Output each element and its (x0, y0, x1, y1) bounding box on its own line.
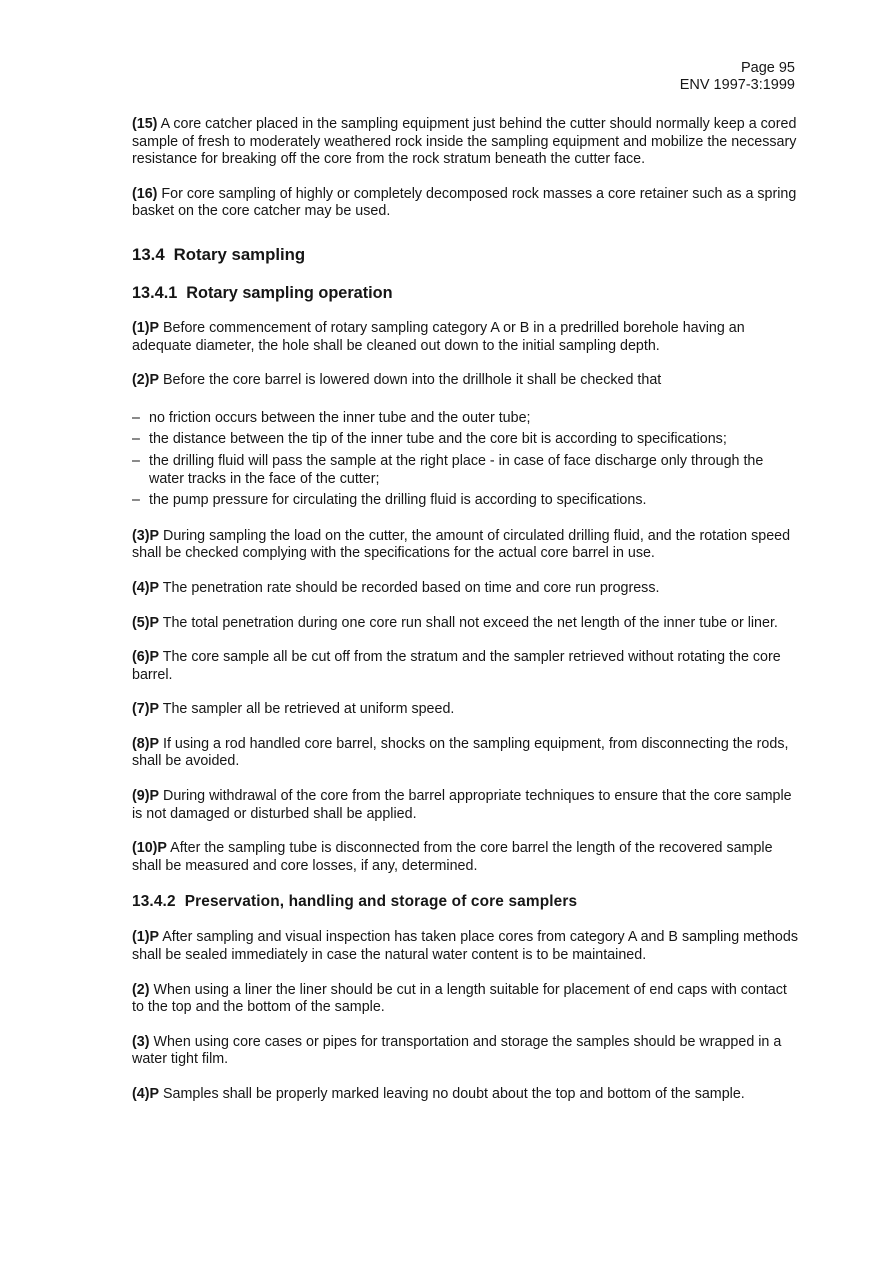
paragraph-2-storage (132, 982, 800, 1017)
paragraph-15 (132, 116, 800, 169)
paragraph-number: (2)P (132, 372, 160, 389)
check-list (132, 410, 800, 510)
page-number: Page 95 (740, 60, 795, 76)
list-item (132, 492, 800, 510)
paragraph-number: (8)P (132, 735, 160, 752)
section-title: Rotary sampling operation (186, 283, 393, 302)
paragraph-number: (16) (132, 185, 158, 202)
paragraph-3p (132, 528, 800, 563)
paragraph-text: During sampling the load on the cutter, the amount of circulated drilling fluid, and the rotation speed shall be checked complying with the specifications for the actual core barrel in use. (132, 527, 791, 562)
paragraph-number: (3)P (132, 527, 160, 544)
paragraph-5p (132, 615, 800, 633)
section-number: 13.4 (132, 244, 165, 264)
paragraph-text: After the sampling tube is disconnected from the core barrel the length of the recovered sample shall be measured and core losses, if any, determined. (132, 840, 773, 874)
paragraph-number: (5)P (132, 614, 160, 631)
list-item (132, 410, 800, 428)
list-item-text: the distance between the tip of the inner tube and the core bit is according to specifications; (149, 431, 727, 448)
list-item-text: no friction occurs between the inner tube and the outer tube; (149, 409, 531, 426)
page-content (132, 116, 800, 1121)
section-title: Preservation, handling and storage of core samplers (184, 893, 578, 911)
section-number: 13.4.1 (132, 283, 178, 302)
paragraph-16 (132, 186, 800, 221)
paragraph-number: (1)P (132, 319, 160, 336)
list-item (132, 431, 800, 449)
paragraph-text: During withdrawal of the core from the barrel appropriate techniques to ensure that the core sample is not damaged or disturbed shall be applied. (132, 788, 792, 822)
paragraph-4p-storage (132, 1086, 800, 1104)
paragraph-text: Before the core barrel is lowered down into the drillhole it shall be checked that (159, 372, 662, 389)
dash-bullet: – (132, 409, 140, 426)
paragraph-8p (132, 736, 800, 771)
paragraph-text: Before commencement of rotary sampling category A or B in a predrilled borehole having an adequate diameter, the hole shall be cleaned out down to the initial sampling depth. (132, 319, 745, 354)
paragraph-number: (3) (132, 1033, 150, 1050)
paragraph-3-storage (132, 1034, 800, 1069)
section-heading-13-4-2 (132, 892, 800, 912)
paragraph-1p (132, 320, 800, 355)
paragraph-7p (132, 701, 800, 719)
paragraph-2p (132, 372, 800, 390)
paragraph-number: (2) (132, 981, 150, 998)
paragraph-text: The total penetration during one core run shall not exceed the net length of the inner tube or liner. (159, 614, 778, 631)
section-title: Rotary sampling (173, 244, 306, 264)
document-code: ENV 1997-3:1999 (679, 77, 795, 93)
paragraph-text: When using a liner the liner should be cut in a length suitable for placement of end caps with contact to the top and the bottom of the sample. (132, 981, 787, 1016)
section-heading-13-4-1 (132, 283, 800, 303)
paragraph-text: The penetration rate should be recorded based on time and core run progress. (159, 579, 660, 596)
paragraph-text: After sampling and visual inspection has taken place cores from category A and B sampling methods shall be sealed immediately in case the natural water content is to be maintained. (132, 929, 798, 964)
paragraph-number: (4)P (132, 1086, 160, 1102)
paragraph-number: (4)P (132, 579, 160, 596)
section-number: 13.4.2 (132, 893, 176, 911)
list-item-text: the pump pressure for circulating the drilling fluid is according to specifications. (149, 492, 647, 509)
section-heading-13-4 (132, 245, 800, 265)
paragraph-number: (10)P (132, 840, 167, 857)
paragraph-text: Samples shall be properly marked leaving no doubt about the top and bottom of the sample. (159, 1086, 745, 1102)
list-item (132, 453, 800, 488)
dash-bullet: – (132, 452, 140, 469)
paragraph-text: If using a rod handled core barrel, shocks on the sampling equipment, from disconnecting the rods, shall be avoided. (132, 735, 789, 770)
paragraph-6p (132, 649, 800, 684)
dash-bullet: – (132, 492, 140, 509)
paragraph-number: (9)P (132, 788, 160, 805)
paragraph-number: (6)P (132, 649, 160, 666)
paragraph-4p (132, 580, 800, 598)
paragraph-10p (132, 840, 800, 875)
paragraph-number: (15) (132, 116, 158, 132)
list-item-text: the drilling fluid will pass the sample at the right place - in case of face discharge only through the water tracks in the face of the cutter; (149, 452, 764, 487)
paragraph-text: A core catcher placed in the sampling equipment just behind the cutter should normally keep a cored sample of fresh to moderately weathered rock inside the sampling equipment and mobilize the necessary resistance for breaking off the core from the rock stratum beneath the cutter face. (132, 116, 797, 168)
paragraph-number: (1)P (132, 929, 160, 946)
paragraph-text: When using core cases or pipes for transportation and storage the samples should be wrapped in a water tight film. (132, 1033, 782, 1068)
paragraph-text: The sampler all be retrieved at uniform speed. (159, 701, 455, 718)
paragraph-number: (7)P (132, 701, 160, 718)
paragraph-1p-storage (132, 929, 800, 964)
dash-bullet: – (132, 431, 140, 448)
paragraph-9p (132, 788, 800, 823)
paragraph-text: For core sampling of highly or completely decomposed rock masses a core retainer such as a spring basket on the core catcher may be used. (132, 185, 797, 220)
page-header (680, 60, 795, 94)
paragraph-text: The core sample all be cut off from the stratum and the sampler retrieved without rotating the core barrel. (132, 649, 781, 683)
